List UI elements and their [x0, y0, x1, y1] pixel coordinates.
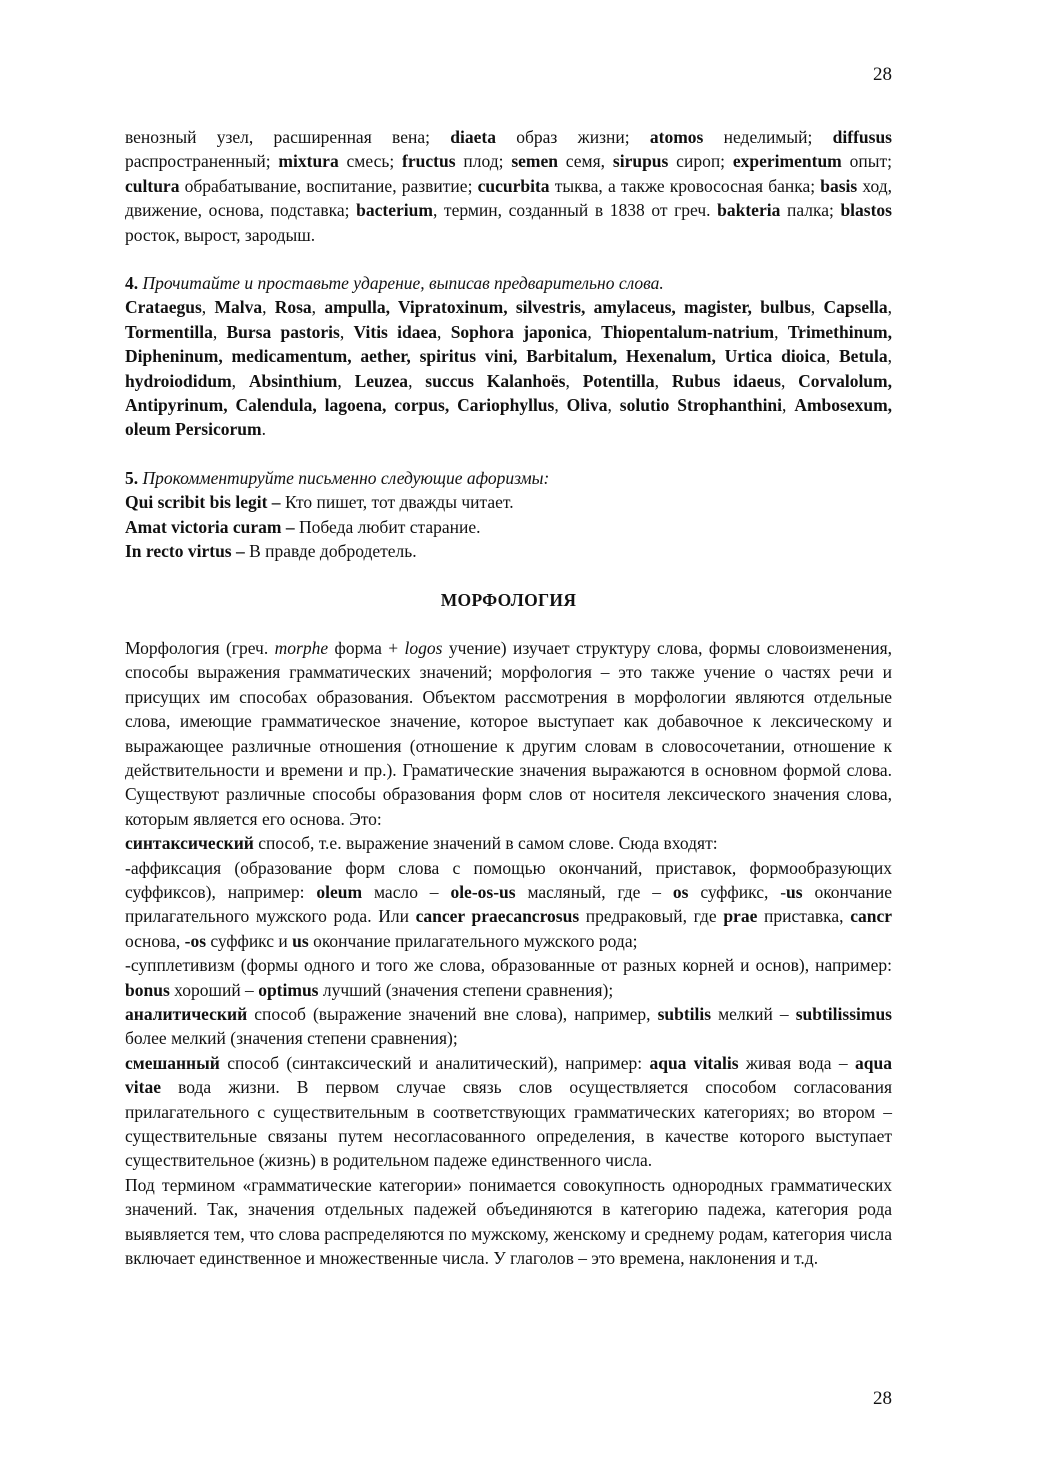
bold-term: optimus: [258, 979, 319, 1000]
text-run: ,: [565, 370, 583, 391]
text-run: масляный, где –: [515, 881, 673, 902]
paragraph-analytic: [125, 1002, 892, 1051]
paragraph-gap: [125, 442, 892, 466]
text-run: предраковый, где: [579, 906, 724, 927]
paragraph-affix: [125, 856, 892, 954]
text-run: ,: [311, 297, 325, 318]
bold-term: Rubus idaeus: [671, 370, 781, 391]
italic-text: logos: [404, 637, 443, 658]
text-run: способ (синтаксический и аналитический), например:: [219, 1052, 650, 1073]
text-run: росток, вырост, зародыш.: [125, 224, 316, 245]
bold-term: cancr: [850, 906, 892, 927]
text-run: окончание прилагательного мужского рода;: [308, 930, 638, 951]
bold-term: смешанный: [125, 1052, 220, 1073]
text-run: более мелкий (значения степени сравнения);: [125, 1028, 458, 1049]
paragraph-suppl: [125, 953, 892, 1002]
italic-text: morphe: [274, 637, 329, 658]
text-run: ,: [782, 395, 795, 416]
text-run: тыква, а также кровососная банка;: [549, 175, 821, 196]
bold-term: Betula: [839, 346, 888, 367]
text-run: ,: [774, 321, 788, 342]
text-run: ,: [437, 321, 451, 342]
bold-term: hydroiodidum: [125, 370, 232, 391]
text-run: мелкий –: [711, 1004, 796, 1024]
text-run: ,: [554, 395, 567, 416]
bold-term: синтаксический: [125, 833, 254, 854]
text-run: -аффиксация (образование форм слова с помощью окончаний, приставок, формообразующих суффиксов), например:: [125, 857, 892, 902]
bold-term: bakteria: [717, 200, 781, 221]
bold-term: cucurbita: [477, 175, 550, 196]
text-run: окончание прилагательного мужского рода. Или: [125, 881, 892, 927]
text-run: -супплетивизм (формы одного и того же слова, образованные от разных корней и основ), например:: [125, 955, 892, 976]
text-run: Морфология (греч.: [125, 637, 275, 658]
text-run: основа,: [125, 930, 185, 951]
bold-term: Absinthium: [248, 370, 338, 391]
text-run: ,: [810, 297, 824, 318]
text-run: Победа любит старание.: [294, 516, 481, 537]
text-run: сироп;: [668, 151, 733, 172]
bold-term: aqua vitae: [125, 1052, 892, 1098]
document-body: [125, 125, 892, 1270]
text-run: Кто пишет, тот дважды читает.: [280, 492, 514, 513]
bold-term: Vitis idaea: [353, 321, 438, 342]
bold-term: Thiopentalum-natrium: [601, 321, 775, 342]
text-run: ,: [339, 321, 354, 342]
section-heading: [125, 588, 892, 612]
text-run: опыт;: [841, 151, 892, 172]
text-run: способ, т.е. выражение значений в самом слове. Сюда входят:: [253, 833, 718, 854]
text-run: вода жизни. В первом случае связь слов осуществляется способом согласования прилагательного с существительным в соответствующих грамматических категориях; во втором – существительные связаны путем несогласованного определения, в качестве которого выступает существительное (жизнь) в родительном падеже единственного числа.: [125, 1077, 892, 1171]
bold-term: sirupus: [612, 151, 669, 172]
bold-term: Potentilla: [582, 370, 655, 391]
italic-text: Прочитайте и проставьте ударение, выписав предварительно слова.: [138, 273, 664, 294]
text-run: ,: [231, 370, 249, 391]
text-run: , термин, созданный в 1838 от греч.: [432, 200, 718, 221]
bold-term: ole-os-us: [450, 881, 516, 902]
text-run: учение) изучает структуру слова, формы словоизменения, способы выражения грамматических значений; морфология – это также учение о частях речи и присущих им способах образования. Объектом рассмотрения в морфологии являются отдельные слова, имеющие грамматическое значение, которое выступает как добавочное к лексическому и выражающее различные отношения (отношение к другим словам в словосочетании, отношение к действительности и времени и пр.). Граматические значения выражаются в основном формой слова. Существуют различные способы образования форм слов от носителя лексического значения слова, которым является его основа. Это:: [125, 637, 893, 829]
text-run: образ жизни;: [495, 127, 650, 147]
bold-term: Amat victoria curam –: [125, 516, 295, 537]
text-run: ,: [780, 370, 799, 391]
bold-term: Tormentilla: [125, 321, 213, 342]
bold-term: bacterium: [356, 200, 433, 221]
paragraph-categories: [125, 1173, 892, 1271]
bold-term: Qui scribit bis legit –: [125, 492, 281, 513]
text-run: живая вода –: [738, 1052, 856, 1073]
text-run: ,: [587, 321, 602, 342]
text-run: хороший –: [169, 979, 259, 1000]
bold-term: prae: [723, 906, 758, 927]
bold-term: semen: [511, 151, 558, 172]
text-run: распространенный;: [125, 151, 279, 172]
text-run: венозный узел, расширенная вена;: [125, 127, 451, 147]
bold-term: atomos: [649, 127, 704, 147]
bold-term: cancer praecancrosus: [415, 906, 580, 927]
text-run: обрабатывание, воспитание, развитие;: [179, 175, 478, 196]
text-run: приставка,: [757, 906, 851, 927]
bold-term: Leuzea: [354, 370, 409, 391]
bold-term: Sophora japonica: [450, 321, 588, 342]
bold-term: fructus: [402, 151, 456, 172]
bold-term: Rosa: [274, 297, 312, 318]
text-run: ,: [607, 395, 620, 416]
bold-term: blastos: [840, 200, 892, 221]
text-run: ,: [825, 346, 839, 367]
bold-term: os: [672, 881, 689, 902]
bold-term: subtilissimus: [795, 1004, 892, 1024]
text-run: .: [261, 419, 266, 440]
bold-term: us: [292, 930, 309, 951]
text-run: плод;: [455, 151, 512, 172]
bold-term: basis: [820, 175, 858, 196]
text-run: семя,: [557, 151, 613, 172]
bold-term: cultura: [125, 175, 180, 196]
bold-term: succus Kalanhoës: [425, 370, 566, 391]
bold-term: aqua vitalis: [649, 1052, 739, 1073]
text-run: ,: [887, 346, 892, 367]
text-run: ,: [337, 370, 355, 391]
bold-term: Oliva: [566, 395, 608, 416]
text-run: В правде добродетель.: [244, 541, 417, 562]
italic-text: Прокомментируйте письменно следующие афоризмы:: [138, 467, 550, 488]
text-run: способ (выражение значений вне слова), например,: [247, 1004, 658, 1024]
paragraph-synthetic: [125, 831, 892, 855]
bold-term: experimentum: [732, 151, 842, 172]
text-run: ,: [262, 297, 275, 318]
text-run: неделимый;: [703, 127, 833, 147]
page-number-top: 28: [873, 64, 892, 85]
text-run: суффикс и: [206, 930, 293, 951]
bold-term: mixtura: [278, 151, 339, 172]
paragraph-aph1: [125, 490, 892, 514]
bold-term: аналитический: [125, 1004, 248, 1024]
bold-term: subtilis: [657, 1004, 712, 1024]
bold-term: -os: [184, 930, 207, 951]
bold-term: diffusus: [832, 127, 892, 147]
text-run: палка;: [780, 200, 841, 221]
text-run: Под термином «грамматические категории» понимается совокупность однородных грамматических значений. Так, значения отдельных падежей объединяются в категорию падежа, категория рода выявляется тем, что слова распределяются по мужскому, женскому и среднему родам, категория числа включает единственное и множественные числа. У глаголов – это времена, наклонения и т.д.: [125, 1174, 892, 1269]
paragraph-task5-title: [125, 466, 892, 490]
page-number-bottom: 28: [873, 1388, 892, 1409]
bold-term: bonus: [125, 979, 170, 1000]
paragraph-gap: [125, 564, 892, 588]
bold-term: МОРФОЛОГИЯ: [440, 589, 577, 610]
bold-term: Bursa pastoris: [226, 321, 340, 342]
paragraph-gap: [125, 612, 892, 636]
bold-term: 5.: [125, 467, 139, 488]
paragraph-gap: [125, 247, 892, 271]
bold-term: Crataegus: [125, 297, 202, 318]
text-run: форма +: [328, 637, 405, 658]
text-run: ход, движение, основа, подставка;: [125, 175, 893, 221]
bold-term: diaeta: [450, 127, 496, 147]
bold-term: Ambosexum, oleum Persicorum: [125, 395, 893, 440]
bold-term: Capsella: [823, 297, 888, 318]
paragraph-vocab: [125, 125, 892, 247]
text-run: смесь;: [338, 151, 403, 172]
bold-term: Malva: [214, 297, 263, 318]
paragraph-morph-intro: [125, 636, 892, 831]
text-run: суффикс, -: [688, 881, 787, 902]
bold-term: Corvalolum, Antipyrinum, Calendula, lagoena, corpus, Cariophyllus: [125, 370, 892, 416]
bold-term: ampulla, Vipratoxinum, silvestris, amylaceus, magister, bulbus: [324, 297, 811, 318]
text-run: ,: [887, 297, 892, 318]
text-run: масло –: [362, 881, 451, 902]
paragraph-task4-title: [125, 271, 892, 295]
paragraph-aph3: [125, 539, 892, 563]
bold-term: 4.: [125, 273, 139, 294]
text-run: ,: [408, 370, 426, 391]
paragraph-mixed: [125, 1051, 892, 1173]
bold-term: solutio Strophanthini: [619, 395, 783, 416]
bold-term: Trimethinum, Dipheninum, medicamentum, aether, spiritus vini, Barbitalum, Hexenalum, Urtica dioica: [125, 321, 893, 367]
bold-term: In recto virtus –: [125, 541, 245, 562]
text-run: ,: [201, 297, 215, 318]
paragraph-aph2: [125, 515, 892, 539]
text-run: лучший (значения степени сравнения);: [318, 979, 614, 1000]
bold-term: oleum: [316, 881, 363, 902]
text-run: ,: [212, 321, 227, 342]
text-run: ,: [654, 370, 672, 391]
bold-term: us: [786, 881, 803, 902]
paragraph-task4-words: [125, 295, 892, 441]
